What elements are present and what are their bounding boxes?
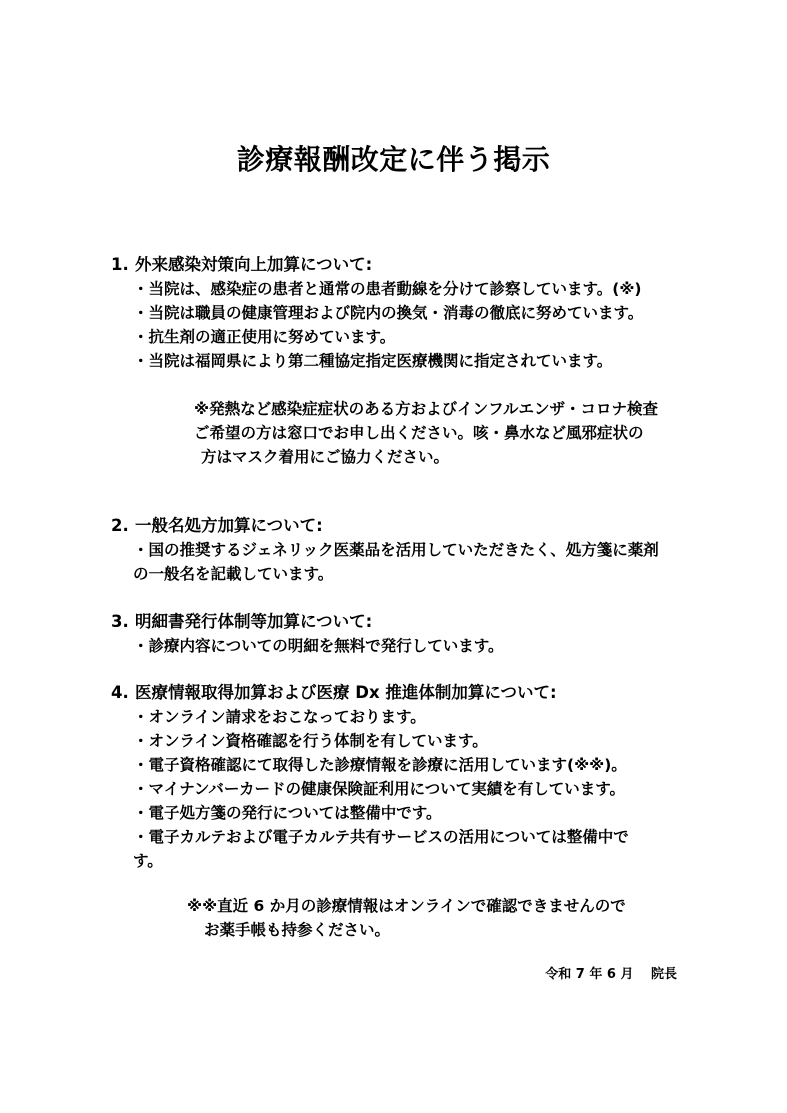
note-line: ※発熱など感染症症状のある方およびインフルエンザ・コロナ検査 [194,400,658,418]
note-line: ※※直近 6 か月の診療情報はオンラインで確認できませんので [187,897,626,915]
list-item: ・電子カルテおよび電子カルテ共有サービスの活用については整備中で [133,828,629,846]
section-heading [111,514,731,538]
list-item: ・オンライン請求をおこなっております。 [133,708,426,726]
note-line: ご希望の方は窓口でお申し出ください。咳・鼻水など風邪症状の [194,424,644,442]
section-heading [111,253,731,277]
section-title: 外来感染対策向上加算について: [135,255,373,274]
list-item: ・電子資格確認にて取得した診療情報を診療に活用しています(※※)。 [133,756,627,774]
fever-notice [194,397,658,469]
list-item: ・電子処方箋の発行については整備中です。 [133,804,442,822]
list-item: す。 [133,852,163,870]
list-item: ・当院は職員の健康管理および院内の換気・消毒の徹底に努めています。 [133,304,644,322]
page-title: 診療報酬改定に伴う掲示 [236,143,551,176]
list-item: ・当院は福岡県により第二種協定指定医療機関に指定されています。 [133,352,613,370]
section-items [133,538,731,586]
section-heading [111,681,731,705]
note-line: お薬手帳も持参ください。 [204,921,391,939]
section-statement-issuance [111,610,731,658]
list-item: の一般名を記載しています。 [133,565,334,583]
section-number: 2. [111,516,129,535]
list-item: ・診療内容についての明細を無料で発行しています。 [133,637,504,655]
note-line: 方はマスク着用にご協力ください。 [201,448,450,466]
section-medical-dx [111,681,731,873]
list-item: ・国の推奨するジェネリック医薬品を活用していただきたく、処方箋に薬剤 [133,541,659,559]
list-item: ・当院は、感染症の患者と通常の患者動線を分けて診察しています。(※) [133,280,642,298]
section-generic-prescription [111,514,731,586]
list-item: ・マイナンバーカードの健康保険証利用について実績を有しています。 [133,780,625,798]
date-signature: 令和 7 年 6 月 院長 [545,967,677,982]
section-infection-control [111,253,731,373]
section-items [133,634,731,658]
section-title: 明細書発行体制等加算について: [135,612,373,631]
section-title: 医療情報取得加算および医療 Dx 推進体制加算について: [135,683,557,702]
section-heading [111,610,731,634]
list-item: ・オンライン資格確認を行う体制を有しています。 [133,732,488,750]
section-number: 3. [111,612,129,631]
list-item: ・抗生剤の適正使用に努めています。 [133,328,396,346]
medication-notebook-notice [187,894,626,942]
section-items [133,705,731,873]
section-title: 一般名処方加算について: [135,516,323,535]
section-items [133,277,731,373]
section-number: 4. [111,683,129,702]
section-number: 1. [111,255,129,274]
